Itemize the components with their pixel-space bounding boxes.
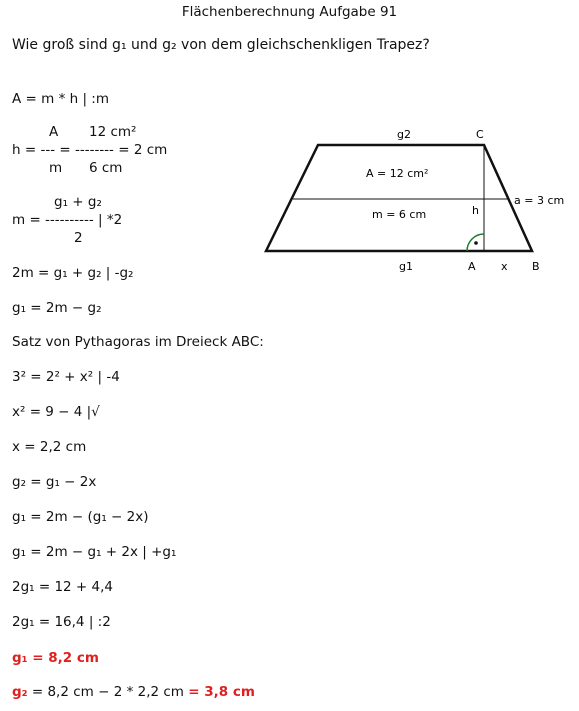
label-g2: g2 [397,128,411,141]
m-frac-numerator: g₁ + g₂ [54,194,102,210]
result-g2-value: = 3,8 cm [188,684,255,700]
right-angle-dot [474,241,478,245]
label-h: h [472,204,479,217]
step-line: g₁ = 2m − g₁ + 2x | +g₁ [12,544,177,560]
h-frac-numerator-value: 12 cm² [89,124,137,140]
step-line: Satz von Pythagoras im Dreieck ABC: [12,334,264,350]
label-m: m = 6 cm [372,208,427,221]
h-frac-denominator-value: 6 cm [89,160,123,176]
label-area: A = 12 cm² [366,167,429,180]
question: Wie groß sind g₁ und g₂ von dem gleichschenkligen Trapez? [12,37,430,53]
page-title: Flächenberechnung Aufgabe 91 [181,4,398,20]
trapezoid-outline [266,145,532,251]
label-B: B [532,260,540,273]
label-a: a = 3 cm [514,194,565,207]
result-g1: g₁ = 8,2 cm [12,650,99,666]
step-line: x² = 9 − 4 |√ [12,404,100,420]
h-frac-numerator-A: A [49,124,59,140]
step-line: g₁ = 2m − (g₁ − 2x) [12,509,149,525]
m-frac-line: m = ---------- | *2 [12,212,123,228]
label-C: C [476,128,484,141]
m-frac-denominator: 2 [74,230,83,246]
label-g1: g1 [399,260,413,273]
formula-area: A = m * h | :m [12,91,109,107]
result-g2-label: g₂ [12,684,28,700]
result-g2-calculation: = 8,2 cm − 2 * 2,2 cm [27,684,189,700]
step-line: 3² = 2² + x² | -4 [12,369,120,385]
step-line: x = 2,2 cm [12,439,87,455]
label-x: x [501,260,508,273]
step-line: 2g₁ = 16,4 | :2 [12,614,111,630]
h-frac-line: h = --- = -------- = 2 cm [12,142,168,158]
step-line: g₁ = 2m − g₂ [12,300,102,316]
step-line: 2m = g₁ + g₂ | -g₂ [12,265,134,281]
step-line: g₂ = g₁ − 2x [12,474,97,490]
step-line: 2g₁ = 12 + 4,4 [12,579,114,595]
label-A: A [468,260,476,273]
h-frac-denominator-m: m [49,160,63,176]
